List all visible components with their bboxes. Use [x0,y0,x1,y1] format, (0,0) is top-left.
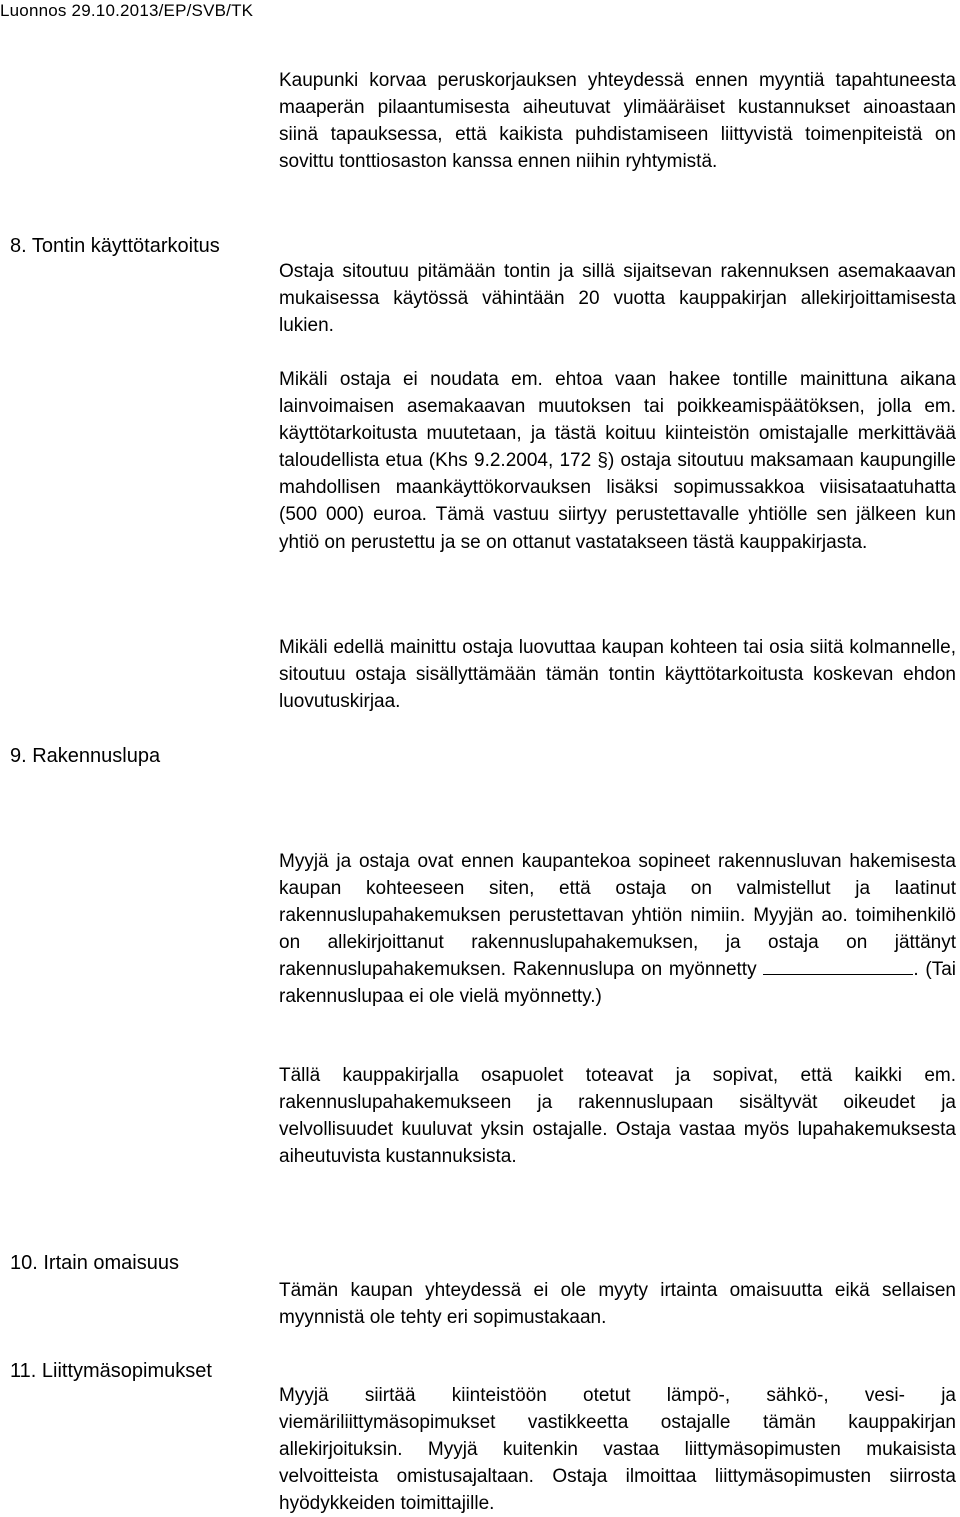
section-10-heading: 10. Irtain omaisuus [10,1252,179,1274]
land-use-paragraph-1: Ostaja sitoutuu pitämään tontin ja sillä sijaitsevan rakennuksen asemakaavan mukaisessa käytössä vähintään 20 vuotta kauppakirjan allekirjoittamisesta lukien. [279,261,956,337]
section-11-heading: 11. Liittymäsopimukset [10,1360,212,1382]
building-permit-paragraph-2: Tällä kauppakirjalla osapuolet toteavat ja sopivat, että kaikki em. rakennuslupahakemukseen ja rakennuslupaan sisältyvät oikeudet ja velvollisuudet kuuluvat yksin ostajalle. Ostaja vastaa myös lupahakemuksesta aiheutuvista kustannuksista. [279,1065,956,1168]
land-use-paragraph-2: Mikäli ostaja ei noudata em. ehtoa vaan hakee tontille mainittuna aikana lainvoimaisen asemakaavan muutoksen tai poikkeamispäätöksen, jolla em. käyttötarkoitusta muutetaan, ja tästä koituu kiinteistön omistajalle merkittävää taloudellista etua (Khs 9.2.2004, 172 §) ostaja sitoutuu maksamaan kaupungille mahdollisen maankäyttökorvauksen lisäksi sopimussakkoa viisisataatuhatta (500 000) euroa. Tämä vastuu siirtyy perustettavalle yhtiölle sen jälkeen kun yhtiö on perustettu ja se on ottanut vastatakseen tästä kauppakirjasta. [279,369,956,553]
soil-contamination-paragraph: Kaupunki korvaa peruskorjauksen yhteydessä ennen myyntiä tapahtuneesta maaperän pilaantumisesta aiheutuvat ylimääräiset kustannukset ainoastaan siinä tapauksessa, että kaikista puhdistamiseen liittyvistä toimenpiteistä on sovittu tonttiosaston kanssa ennen niihin ryhtymistä. [279,70,956,173]
permit-text-end: . (Tai rakennuslupaa ei ole vielä myönnetty.) [279,959,956,1008]
draft-header: Luonnos 29.10.2013/EP/SVB/TK [0,1,254,20]
land-use-paragraph-3: Mikäli edellä mainittu ostaja luovuttaa kaupan kohteen tai osia siitä kolmannelle, sitoutuu ostaja sisällyttämään tämän tontin käyttötarkoitusta koskevan ehdon luovutuskirjaa. [279,637,956,713]
permit-date-blank [763,957,913,975]
permit-text-start: Myyjä ja ostaja ovat ennen kaupantekoa sopineet rakennusluvan hakemisesta kaupan kohteeseen siten, että ostaja on valmistellut ja laatinut rakennuslupahakemuksen perustettavan yhtiön nimiin. Myyjän ao. toimihenkilö on allekirjoittanut rakennuslupahakemuksen, ja ostaja on jättänyt rakennuslupahakemuksen. Rakennuslupa on myönnetty [279,851,956,981]
connection-agreements-paragraph: Myyjä siirtää kiinteistöön otetut lämpö-, sähkö-, vesi- ja viemäriliittymäsopimukset vastikkeetta ostajalle tämän kauppakirjan allekirjoituksin. Myyjä kuitenkin vastaa liittymäsopimusten mukaisista velvoitteista omistusajaltaan. Ostaja ilmoittaa liittymäsopimusten siirrosta hyödykkeiden toimittajille. [279,1385,956,1515]
building-permit-paragraph-1 [279,848,956,1011]
movable-property-paragraph: Tämän kaupan yhteydessä ei ole myyty irtainta omaisuutta eikä sellaisen myynnistä ole tehty eri sopimustakaan. [279,1280,956,1329]
section-8-heading: 8. Tontin käyttötarkoitus [10,235,220,257]
section-9-heading: 9. Rakennuslupa [10,745,161,767]
